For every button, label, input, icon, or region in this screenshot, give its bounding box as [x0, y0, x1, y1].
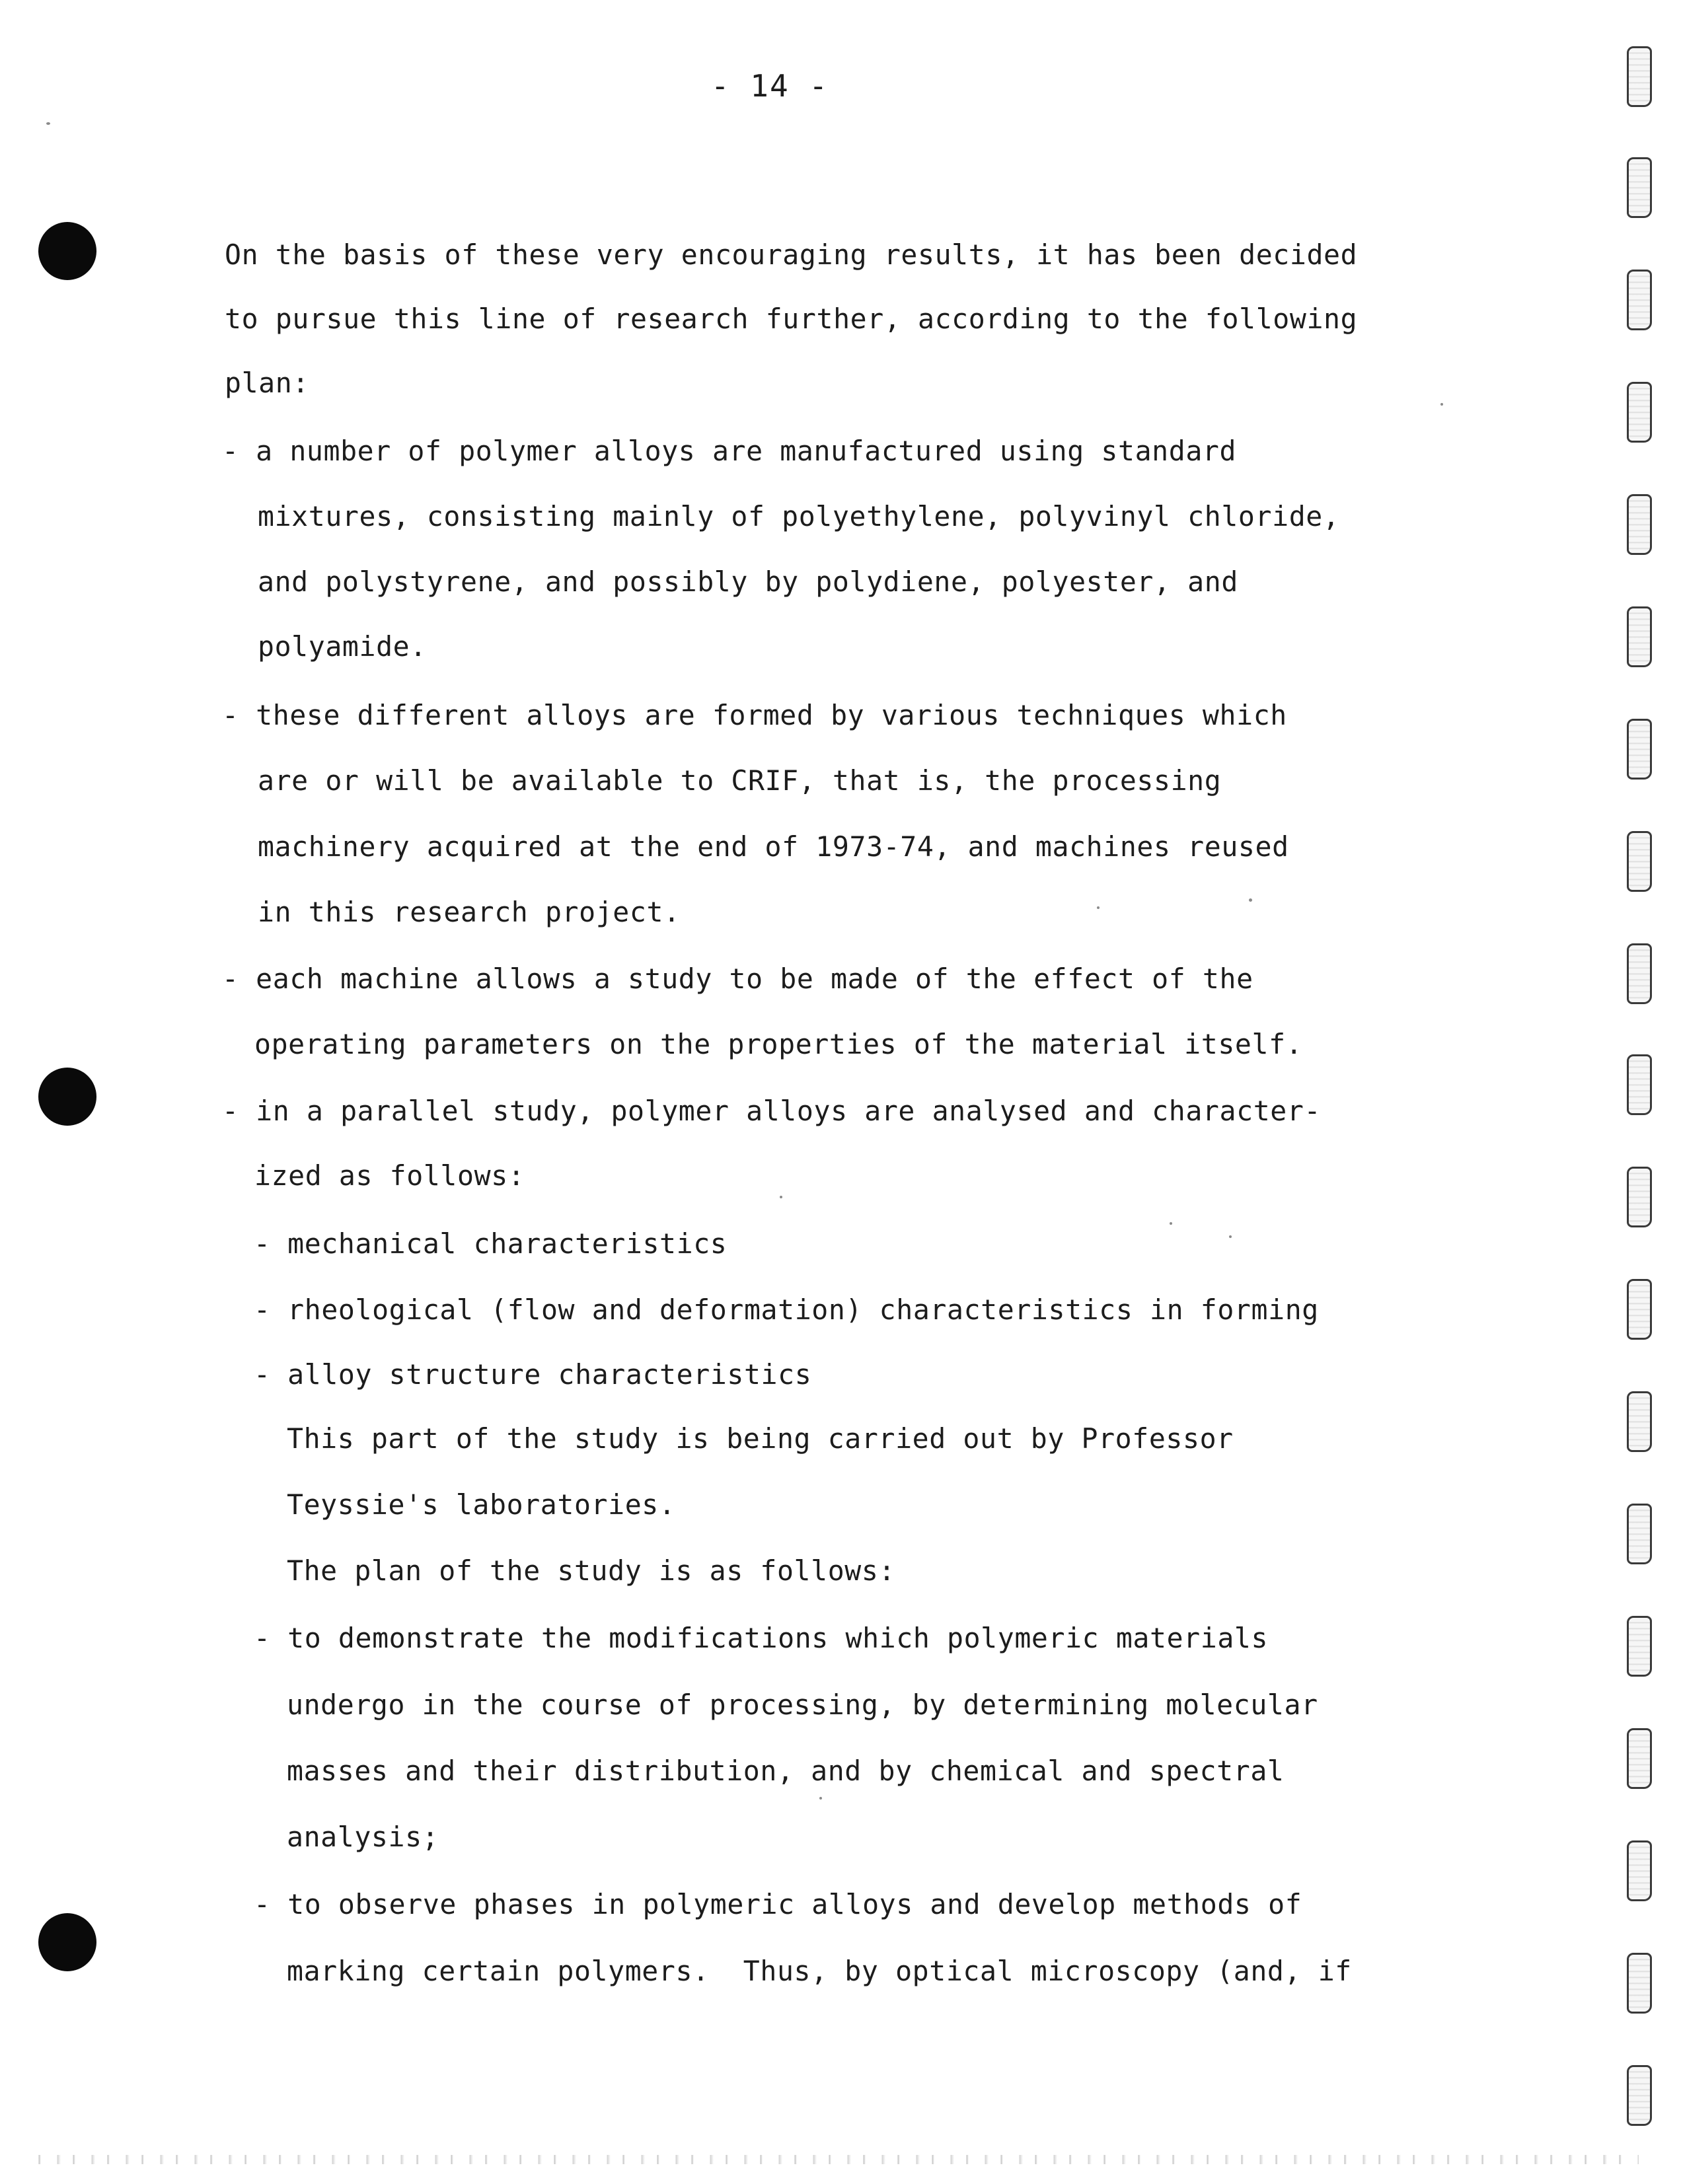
scan-speckle: [1170, 1222, 1172, 1225]
punch-hole: [38, 1068, 96, 1126]
text-line: marking certain polymers. Thus, by optical microscopy (and, if: [287, 1955, 1352, 1987]
text-line: - in a parallel study, polymer alloys are analysed and character-: [222, 1095, 1322, 1127]
text-line: masses and their distribution, and by chemical and spectral: [287, 1755, 1285, 1787]
scan-speckle: [1440, 403, 1443, 406]
binding-mark: [1627, 46, 1652, 107]
binding-mark: [1627, 1728, 1652, 1789]
text-line: - these different alloys are formed by various techniques which: [222, 699, 1287, 731]
text-line: and polystyrene, and possibly by polydiene, polyester, and: [258, 565, 1238, 598]
binding-mark: [1627, 1391, 1652, 1452]
text-line: operating parameters on the properties of the material itself.: [254, 1028, 1303, 1060]
text-line: - a number of polymer alloys are manufactured using standard: [222, 435, 1237, 467]
binding-mark: [1627, 1167, 1652, 1227]
text-line: to pursue this line of research further, according to the following: [225, 303, 1358, 335]
text-line: machinery acquired at the end of 1973-74, and machines reused: [258, 830, 1289, 863]
text-line: - rheological (flow and deformation) characteristics in forming: [254, 1293, 1319, 1326]
binding-mark: [1627, 606, 1652, 667]
scan-speckle: [819, 1797, 822, 1800]
scan-speckle: [1249, 898, 1252, 902]
text-line: - to observe phases in polymeric alloys and develop methods of: [254, 1888, 1302, 1920]
binding-mark: [1627, 494, 1652, 555]
binding-mark: [1627, 719, 1652, 780]
binding-mark: [1627, 831, 1652, 892]
text-line: undergo in the course of processing, by determining molecular: [287, 1689, 1318, 1721]
binding-mark: [1627, 382, 1652, 443]
text-line: ized as follows:: [254, 1159, 525, 1192]
text-line: - each machine allows a study to be made of the effect of the: [222, 963, 1253, 995]
binding-mark: [1627, 270, 1652, 330]
text-line: analysis;: [287, 1821, 439, 1853]
binding-mark: [1627, 943, 1652, 1004]
text-line: - mechanical characteristics: [254, 1227, 728, 1260]
text-line: plan:: [225, 367, 309, 399]
text-line: - to demonstrate the modifications which polymeric materials: [254, 1622, 1269, 1654]
scan-noise-band: [26, 2155, 1639, 2164]
text-line: - alloy structure characteristics: [254, 1358, 812, 1391]
binding-mark: [1627, 157, 1652, 218]
text-line: This part of the study is being carried out by Professor: [287, 1422, 1234, 1455]
binding-mark: [1627, 1616, 1652, 1677]
binding-mark: [1627, 1840, 1652, 1901]
text-line: in this research project.: [258, 896, 681, 928]
scan-speckle: [1229, 1235, 1232, 1238]
binding-mark: [1627, 1504, 1652, 1564]
binding-mark: [1627, 1054, 1652, 1115]
text-line: mixtures, consisting mainly of polyethylene, polyvinyl chloride,: [258, 500, 1340, 532]
punch-hole: [38, 222, 96, 280]
text-line: Teyssie's laboratories.: [287, 1488, 676, 1521]
scan-speckle: [46, 122, 50, 125]
binding-mark: [1627, 2065, 1652, 2126]
text-line: polyamide.: [258, 630, 427, 663]
scan-speckle: [1097, 906, 1100, 909]
binding-mark: [1627, 1953, 1652, 2014]
text-line: are or will be available to CRIF, that is, the processing: [258, 764, 1222, 797]
scan-speckle: [780, 1196, 782, 1198]
punch-hole: [38, 1913, 96, 1971]
binding-mark: [1627, 1279, 1652, 1340]
page-number: - 14 -: [710, 68, 829, 104]
text-line: The plan of the study is as follows:: [287, 1554, 896, 1587]
text-line: On the basis of these very encouraging results, it has been decided: [225, 238, 1358, 271]
